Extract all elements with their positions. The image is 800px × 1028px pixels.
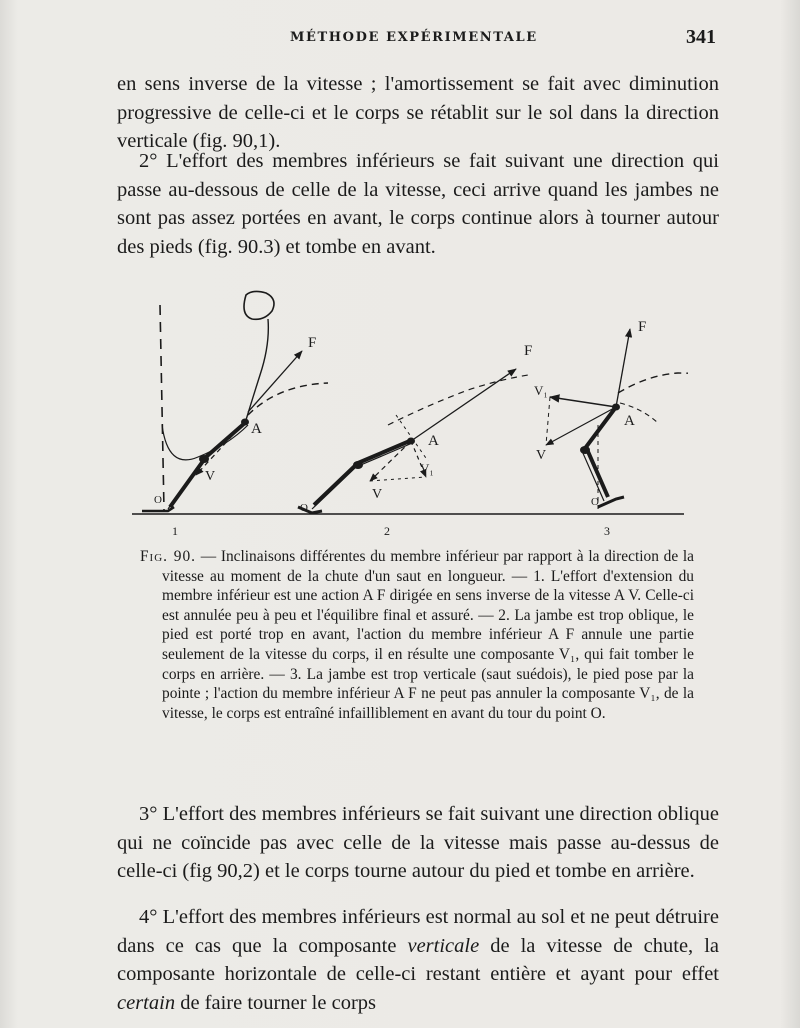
sub3-label-O: O — [591, 496, 599, 508]
sub1-head — [244, 291, 274, 319]
caption-label: Fig. 90. — [140, 548, 196, 565]
sub2-knee — [353, 461, 363, 469]
paragraph-point-2 — [117, 147, 719, 261]
sub2-leg-inner — [312, 444, 410, 509]
sub3-label-A: A — [624, 413, 635, 429]
sub2-label-V1: V₁ — [420, 461, 434, 476]
sub2-label-A: A — [428, 433, 439, 449]
sub3-arrow-V1 — [550, 397, 616, 407]
sub1-arrow-F — [248, 351, 302, 412]
sub1-vertical-line — [160, 305, 164, 510]
sub1-arrow-V — [196, 422, 245, 475]
sub3-arrow-V — [546, 407, 616, 445]
sub3-trajectory-dashed — [618, 373, 688, 393]
sub2-trajectory-dashed — [388, 375, 528, 425]
sub3-label-V1: V₁ — [534, 383, 548, 398]
running-title: MÉTHODE EXPÉRIMENTALE — [290, 30, 538, 45]
page-number: 341 — [686, 26, 716, 48]
paragraph-point-4-text-b: de la vitesse de chute, la composante horizontale de celle-ci restant entière et ayant pour effet — [117, 934, 719, 985]
paragraph-continuation: en sens inverse de la vitesse ; l'amortissement se fait avec diminution progressive de celle-ci et le corps se rétablit sur le sol dans la direction verticale (fig. 90,1). — [117, 73, 719, 152]
sub3-foot — [598, 497, 624, 507]
sub2-normal-line — [396, 415, 428, 461]
paragraph-point-4-text-a: 4° L'effort des membres inférieurs est normal au sol et ne peut détruire dans ce cas que la composante — [117, 906, 719, 957]
subfigure-1 — [142, 291, 328, 538]
sub2-label-F: F — [524, 343, 533, 359]
figure-caption — [140, 547, 694, 723]
subfigure-3 — [534, 319, 688, 538]
sub3-label-V: V — [536, 448, 547, 463]
sub3-arrow-F — [616, 329, 630, 407]
figure-90-diagram — [128, 285, 688, 545]
sub1-leg — [170, 422, 246, 507]
paragraph-point-4-emphasis-certain: certain — [117, 991, 176, 1014]
sub3-label-F: F — [638, 319, 647, 335]
paragraph-point-4-emphasis-verticale: verticale — [407, 934, 480, 957]
sub2-arrow-F — [411, 369, 516, 441]
subfigure-2 — [298, 343, 532, 538]
paragraph-point-3-text: 3° L'effort des membres inférieurs se fait suivant une direction oblique qui ne coïncide pas avec celle de la vitesse mais passe au-dessus de celle-ci (fig 90,2) et le corps tourne autour du pied et tombe en arrière. — [117, 803, 719, 882]
sub3-number: 3 — [604, 524, 610, 538]
paragraph-point-4-text-c: de faire tourner le corps — [175, 991, 376, 1014]
sub3-construction-line — [546, 397, 550, 445]
sub2-label-V: V — [372, 487, 383, 502]
sub2-construction-line — [370, 477, 426, 481]
paragraph-point-3 — [117, 800, 719, 886]
sub3-leg-inner — [582, 411, 612, 501]
sub1-label-F: F — [308, 335, 317, 351]
sub1-trunk — [246, 319, 268, 420]
sub1-label-O: O — [154, 494, 162, 506]
paragraph-point-4 — [117, 903, 719, 1017]
running-head — [0, 28, 800, 50]
sub2-number: 2 — [384, 524, 390, 538]
paragraph-point-2-text: 2° L'effort des membres inférieurs se fait suivant une direction qui passe au-dessous de celle de la vitesse, ceci arrive quand les jambes ne sont pas assez portées en avant, le corps continue alors à tourner autour des pieds (fig. 90.3) et tombe en avant. — [117, 150, 719, 258]
sub1-label-A: A — [251, 421, 262, 437]
sub3-knee — [580, 446, 590, 454]
sub2-label-O: O — [300, 502, 308, 514]
caption-text: — Inclinaisons différentes du membre inférieur par rapport à la direction de la vitesse au moment de la chute d'un saut en longueur. — 1. L'effort d'extension du membre inférieur est une action A F dirigée en sens inverse de la vitesse A V. Celle-ci est annulée peu à peu et l'équilibre final et assuré. — 2. La jambe est trop oblique, le pied est porté trop en avant, l'action du membre inférieur A F annule une partie seulement de la vitesse du corps, il en résulte une composante V₁, qui fait tomber le corps en arrière. — 3. La jambe est trop verticale (saut suédois), le pied pose par la pointe ; l'action du membre inférieur A F ne peut pas annuler la composante V₁, de la vitesse, le corps est entraîné infailliblement en avant du tour du point O. — [162, 548, 694, 722]
sub1-number: 1 — [172, 524, 178, 538]
sub1-label-V: V — [205, 469, 216, 484]
